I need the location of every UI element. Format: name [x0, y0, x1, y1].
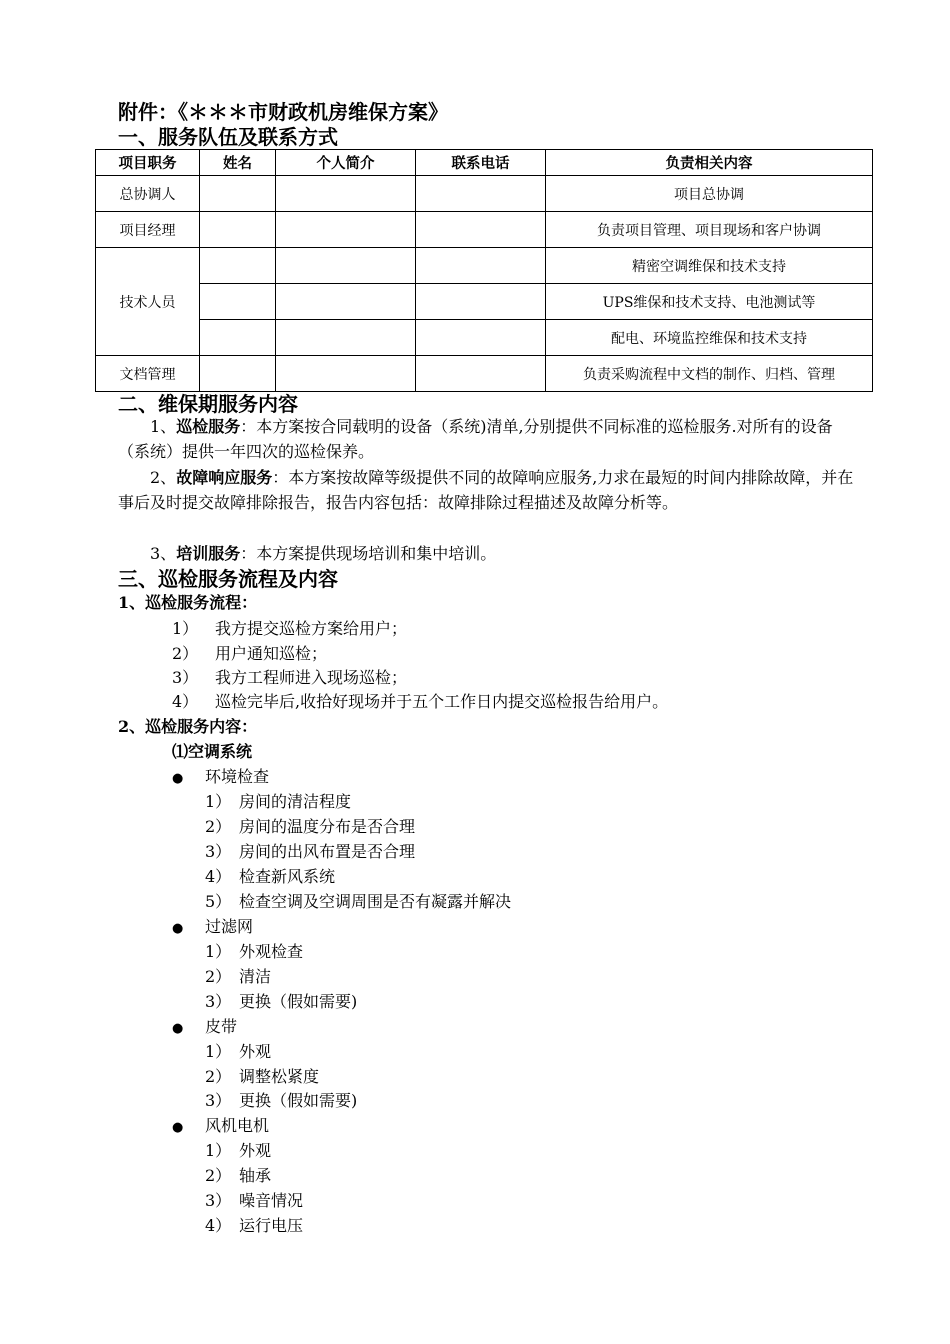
- bullet-icon: ●: [172, 921, 184, 936]
- column-header: 项目职务: [96, 150, 200, 176]
- role-cell: 总协调人: [96, 176, 200, 212]
- content-heading: 2、巡检服务内容：: [118, 717, 258, 736]
- sub-item: 4） 检查新风系统: [205, 867, 336, 886]
- service-item-training: 3、培训服务：本方案提供现场培训和集中培训。: [150, 544, 497, 563]
- role-cell: 文档管理: [96, 356, 200, 392]
- sub-item: 2） 房间的温度分布是否合理: [205, 817, 416, 836]
- phone-cell: [416, 176, 546, 212]
- column-header: 联系电话: [416, 150, 546, 176]
- flow-step: 2） 用户通知巡检；: [172, 644, 328, 663]
- name-cell: [200, 248, 276, 284]
- role-cell: 技术人员: [96, 248, 200, 356]
- intro-cell: [276, 248, 416, 284]
- bullet-icon: ●: [172, 1021, 184, 1036]
- name-cell: [200, 356, 276, 392]
- sub-item: 3） 噪音情况: [205, 1191, 304, 1210]
- phone-cell: [416, 212, 546, 248]
- team-table: [95, 149, 873, 392]
- sub-item: 3） 更换（假如需要): [205, 992, 358, 1011]
- table-row: [96, 212, 873, 248]
- phone-cell: [416, 284, 546, 320]
- sub-item: 3） 房间的出风布置是否合理: [205, 842, 416, 861]
- sub-item: 1） 外观: [205, 1141, 272, 1160]
- column-header: 个人简介: [276, 150, 416, 176]
- duty-cell: 项目总协调: [546, 176, 873, 212]
- name-cell: [200, 284, 276, 320]
- phone-cell: [416, 248, 546, 284]
- section-heading-team: 一、服务队伍及联系方式: [118, 125, 338, 149]
- table-header-row: [96, 150, 873, 176]
- sub-item: 4） 运行电压: [205, 1216, 304, 1235]
- name-cell: [200, 212, 276, 248]
- phone-cell: [416, 320, 546, 356]
- intro-cell: [276, 356, 416, 392]
- intro-cell: [276, 176, 416, 212]
- intro-cell: [276, 320, 416, 356]
- name-cell: [200, 320, 276, 356]
- system-title: ⑴空调系统: [172, 742, 253, 761]
- section-heading-inspection: 三、巡检服务流程及内容: [118, 567, 338, 591]
- service-item-inspection: 1、巡检服务：本方案按合同载明的设备（系统)清单,分别提供不同标准的巡检服务.对所有的设备（系统）提供一年四次的巡检保养。: [118, 417, 833, 461]
- bullet-item: ● 环境检查: [172, 766, 269, 790]
- table-row: [96, 284, 873, 320]
- bullet-icon: ●: [172, 771, 184, 786]
- duty-cell: 精密空调维保和技术支持: [546, 248, 873, 284]
- service-item-fault-response: 2、故障响应服务：本方案按故障等级提供不同的故障响应服务,力求在最短的时间内排除故障，并在事后及时提交故障排除报告，报告内容包括：故障排除过程描述及故障分析等。: [118, 468, 854, 512]
- document-title: 附件：《＊＊＊市财政机房维保方案》: [118, 100, 448, 124]
- table-row: [96, 248, 873, 284]
- table-row: [96, 356, 873, 392]
- sub-item: 2） 清洁: [205, 967, 272, 986]
- section-heading-services: 二、维保期服务内容: [118, 392, 298, 416]
- intro-cell: [276, 212, 416, 248]
- duty-cell: 配电、环境监控维保和技术支持: [546, 320, 873, 356]
- name-cell: [200, 176, 276, 212]
- duty-cell: UPS维保和技术支持、电池测试等: [546, 284, 873, 320]
- bullet-item: ● 风机电机: [172, 1115, 269, 1139]
- column-header: 姓名: [200, 150, 276, 176]
- table-row: [96, 320, 873, 356]
- duty-cell: 负责项目管理、项目现场和客户协调: [546, 212, 873, 248]
- sub-item: 3） 更换（假如需要): [205, 1091, 358, 1110]
- sub-item: 2） 轴承: [205, 1166, 272, 1185]
- sub-item: 1） 房间的清洁程度: [205, 792, 352, 811]
- role-cell: 项目经理: [96, 212, 200, 248]
- flow-step: 1） 我方提交巡检方案给用户；: [172, 619, 408, 638]
- flow-step: 4） 巡检完毕后,收拾好现场并于五个工作日内提交巡检报告给用户。: [172, 692, 669, 711]
- table-row: [96, 176, 873, 212]
- bullet-item: ● 皮带: [172, 1016, 237, 1040]
- column-header: 负责相关内容: [546, 150, 873, 176]
- bullet-icon: ●: [172, 1120, 184, 1135]
- sub-item: 1） 外观: [205, 1042, 272, 1061]
- phone-cell: [416, 356, 546, 392]
- bullet-item: ● 过滤网: [172, 916, 253, 940]
- sub-item: 1） 外观检查: [205, 942, 304, 961]
- flow-heading: 1、巡检服务流程：: [118, 593, 258, 612]
- flow-step: 3） 我方工程师进入现场巡检；: [172, 668, 408, 687]
- sub-item: 5） 检查空调及空调周围是否有凝露并解决: [205, 892, 512, 911]
- duty-cell: 负责采购流程中文档的制作、归档、管理: [546, 356, 873, 392]
- sub-item: 2） 调整松紧度: [205, 1067, 320, 1086]
- intro-cell: [276, 284, 416, 320]
